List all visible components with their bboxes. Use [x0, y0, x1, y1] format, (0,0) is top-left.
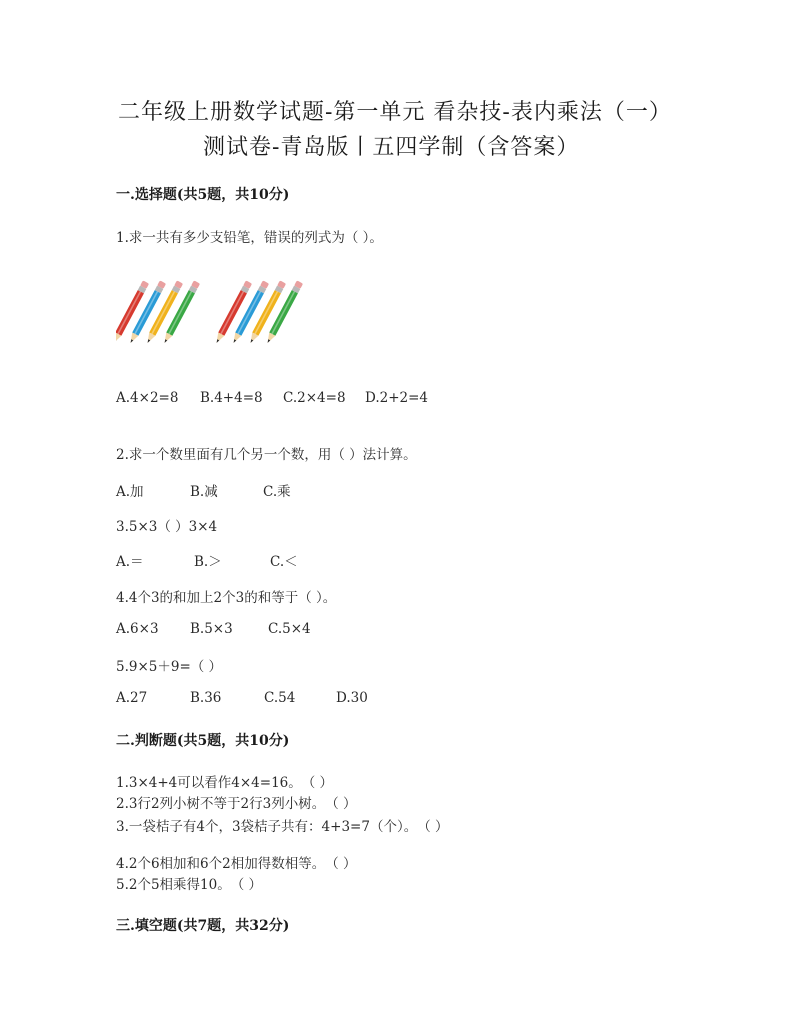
option-c[interactable]: C.乘	[263, 484, 291, 500]
option-d[interactable]: D.2+2=4	[365, 390, 429, 406]
section-heading-choice: 一.选择题(共5题，共10分)	[116, 187, 290, 203]
question-4: 4.4个3的和加上2个3的和等于（ ）。	[116, 590, 337, 606]
judge-item-2: 2.3行2列小树不等于2行3列小树。 （ ）	[116, 796, 357, 812]
judge-item-1: 1.3×4+4可以看作4×4=16。 （ ）	[116, 775, 334, 791]
option-c[interactable]: C.2×4=8	[283, 390, 346, 406]
page-title-line2: 测试卷-青岛版丨五四学制（含答案）	[203, 135, 580, 160]
option-a[interactable]: A.27	[116, 690, 148, 706]
pencil-group-left	[116, 280, 200, 344]
question-3-options	[116, 550, 298, 570]
page-title-line1: 二年级上册数学试题-第一单元 看杂技-表内乘法（一）	[118, 100, 672, 125]
question-2: 2.求一个数里面有几个另一个数，用（ ）法计算。	[116, 447, 417, 463]
option-b[interactable]: B.＞	[194, 554, 222, 570]
question-1: 1.求一共有多少支铅笔，错误的列式为（ ）。	[116, 230, 383, 246]
question-4-options	[116, 621, 311, 637]
question-1-options	[116, 390, 428, 406]
option-b[interactable]: B.36	[190, 690, 222, 706]
judge-item-3: 3.一袋桔子有4个，3袋桔子共有：4+3=7（个）。 （ ）	[116, 819, 449, 835]
question-3: 3.5×3（ ）3×4	[116, 519, 218, 535]
option-a[interactable]: A.4×2=8	[116, 390, 179, 406]
option-c[interactable]: C.54	[264, 690, 296, 706]
judge-item-4: 4.2个6相加和6个2相加得数相等。 （ ）	[116, 856, 357, 872]
option-d[interactable]: D.30	[336, 690, 368, 706]
option-c[interactable]: C.＜	[270, 554, 298, 570]
section-heading-fill: 三.填空题(共7题，共32分)	[116, 918, 290, 934]
question-5-options	[116, 690, 368, 706]
question-2-options	[116, 480, 291, 500]
option-b[interactable]: B.减	[190, 484, 218, 500]
option-a[interactable]: A.＝	[116, 554, 144, 570]
option-b[interactable]: B.5×3	[190, 621, 233, 637]
option-b[interactable]: B.4+4=8	[200, 390, 263, 406]
judge-item-5: 5.2个5相乘得10。 （ ）	[116, 877, 263, 893]
pencil-group-right	[214, 280, 304, 344]
pencils-illustration	[116, 278, 326, 354]
option-a[interactable]: A.加	[116, 484, 144, 500]
option-c[interactable]: C.5×4	[268, 621, 311, 637]
section-heading-judge: 二.判断题(共5题，共10分)	[116, 733, 290, 749]
option-a[interactable]: A.6×3	[116, 621, 159, 637]
question-5: 5.9×5＋9=（ ）	[116, 659, 223, 675]
